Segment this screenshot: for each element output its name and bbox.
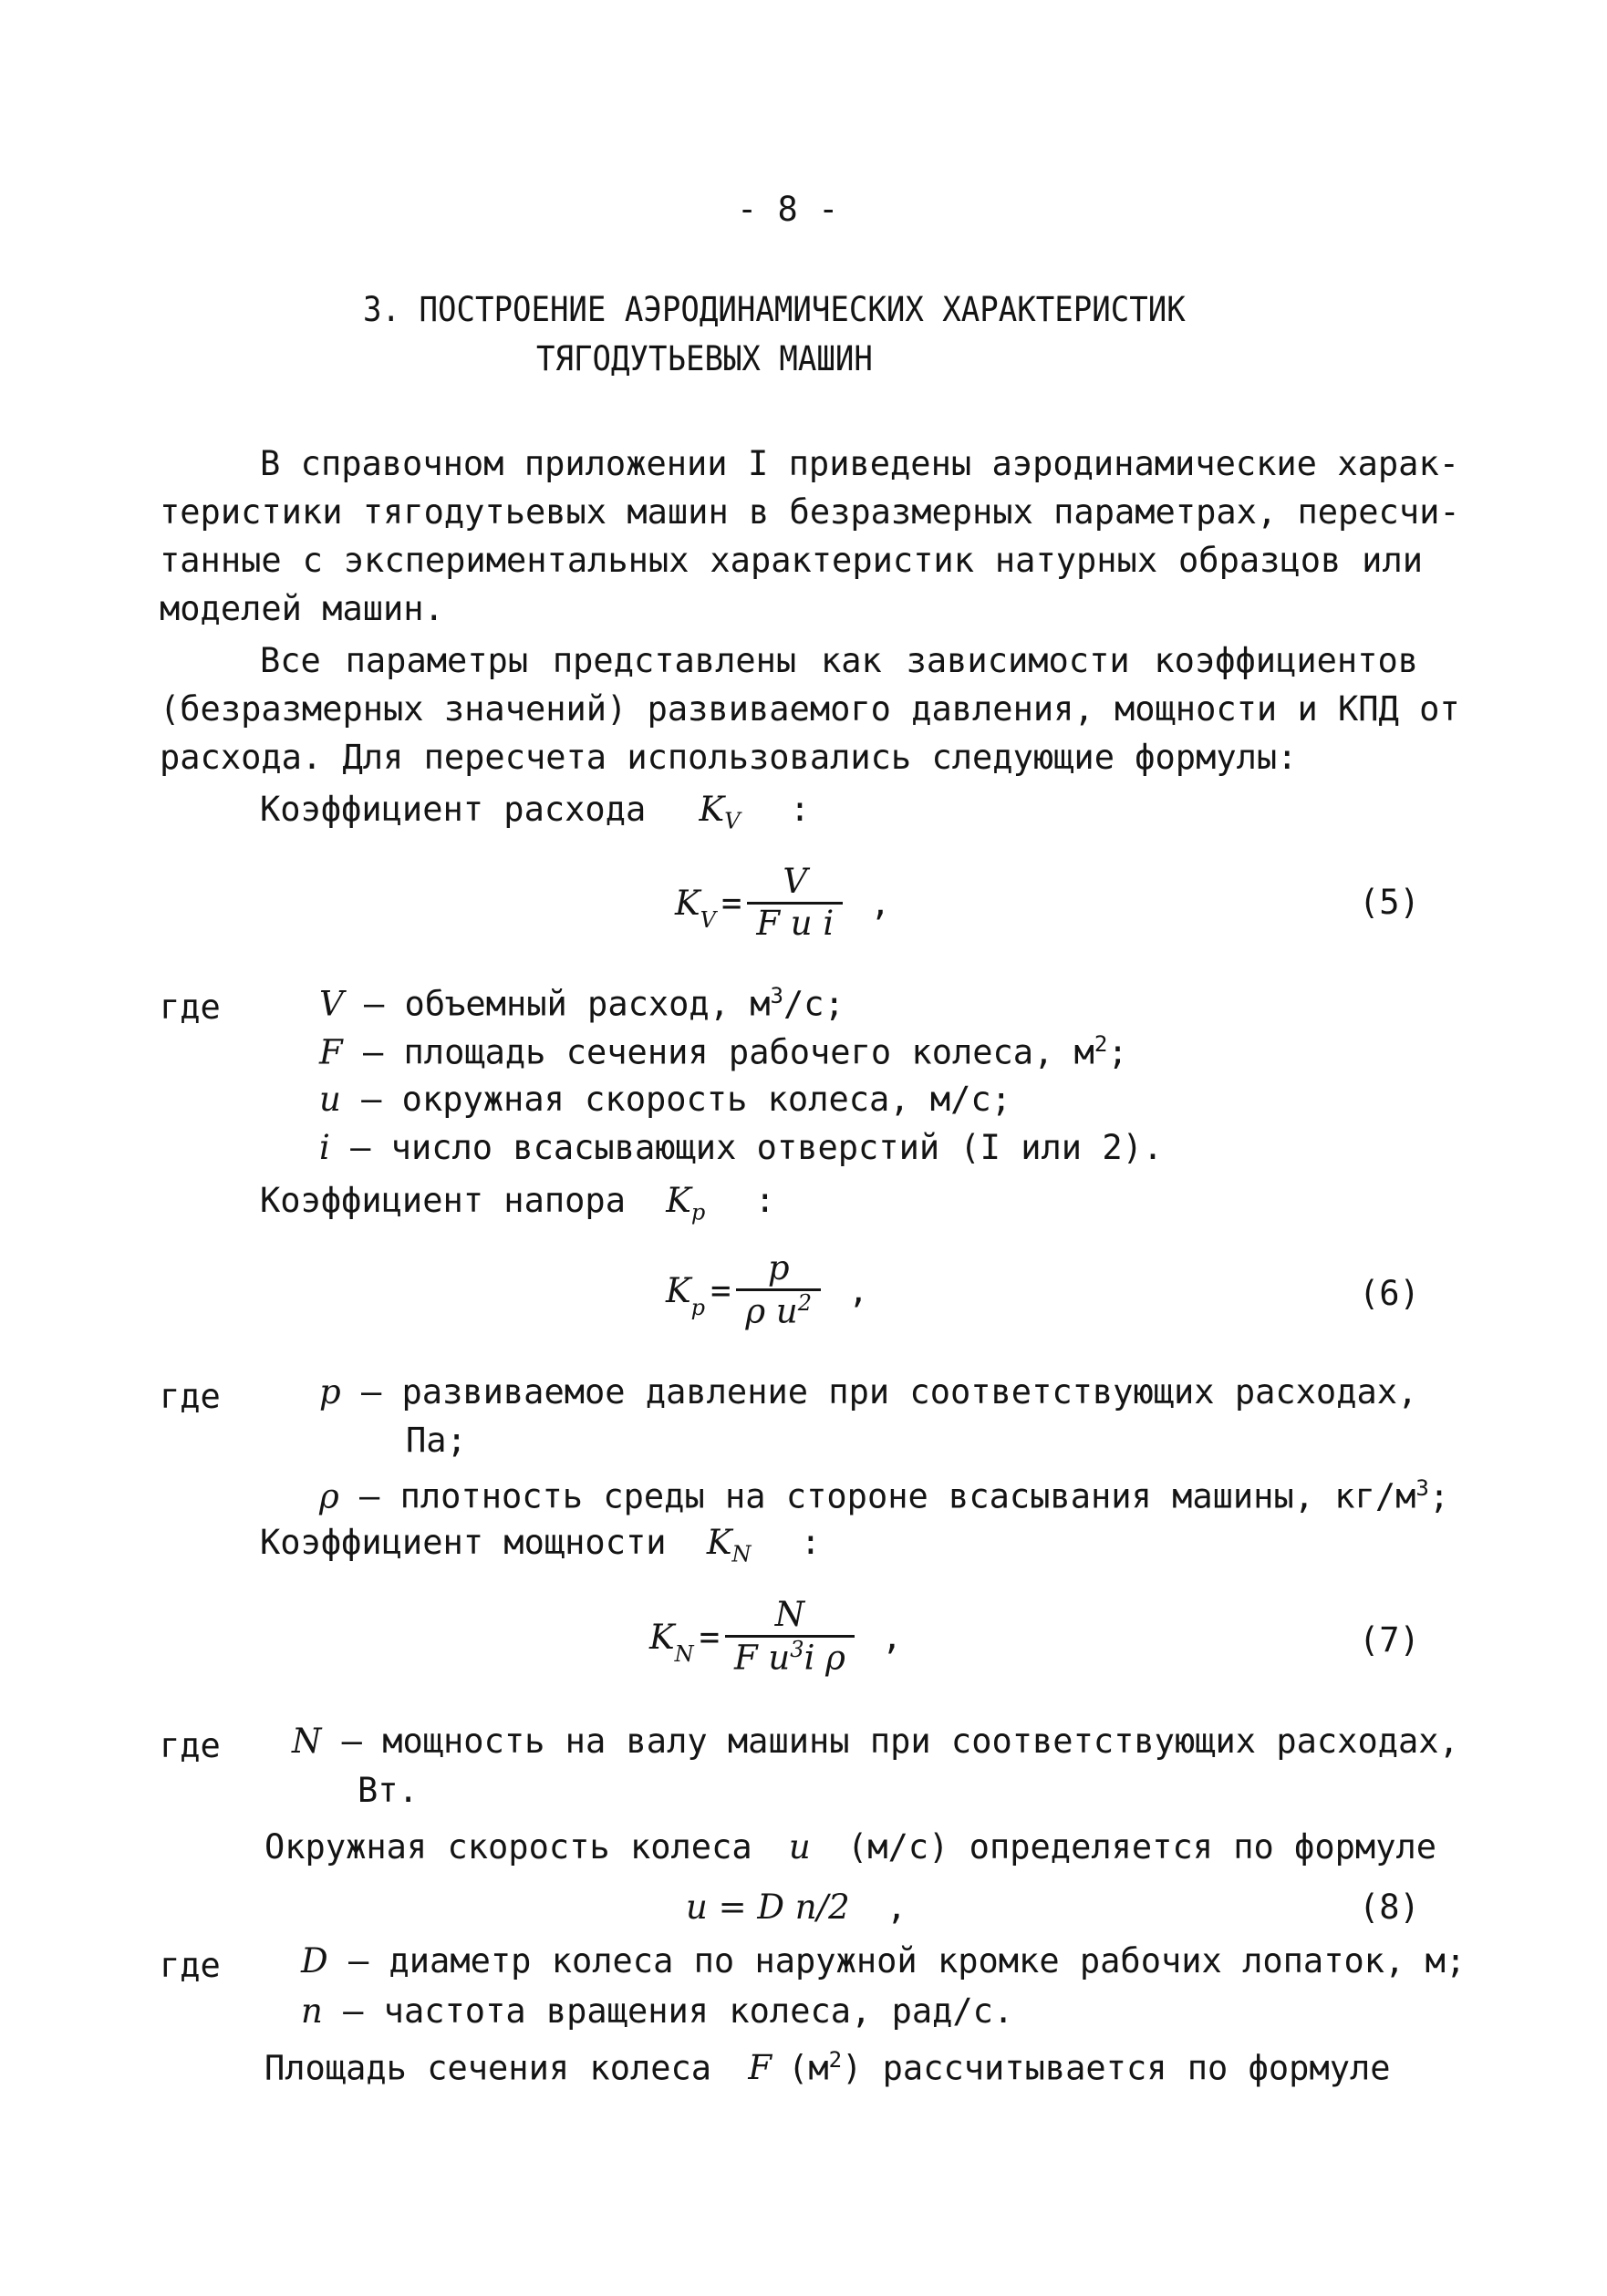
where1-text-0: – объемный расход, м xyxy=(343,984,771,1024)
where3-text: – мощность на валу машины при соответствующих расходах, xyxy=(321,1722,1459,1761)
area-pre: Площадь сечения колеса xyxy=(264,2048,712,2088)
eq5-numerator: V xyxy=(747,863,843,905)
where2-p-text: – развиваемое давление при соответствующих расходах, xyxy=(340,1372,1418,1412)
where1-item-3 xyxy=(319,1128,1163,1167)
page-number: - 8 - xyxy=(737,190,839,229)
area-post: ) рассчитывается по формуле xyxy=(842,2048,1391,2088)
coef-power-label: Коэффициент мощности xyxy=(260,1523,667,1562)
where1-sym-2: u xyxy=(319,1080,341,1119)
coef-power-sub: N xyxy=(731,1541,752,1567)
where4-gde: где xyxy=(160,1946,221,1985)
coef-power-colon: : xyxy=(800,1523,822,1562)
speed-sym: u xyxy=(788,1827,811,1867)
where1-item-0 xyxy=(319,983,845,1023)
para2-line2: (безразмерных значений) развиваемого давления, мощности и КПД от xyxy=(160,689,1460,729)
coef-flow-line xyxy=(260,790,810,833)
where1-sup-1: 2 xyxy=(1094,1031,1108,1057)
where4-item-1 xyxy=(301,1991,1013,2031)
eq6-denominator: ρ u xyxy=(745,1291,798,1331)
eq5-lhs-sub: V xyxy=(700,907,717,933)
where2-rho-line xyxy=(319,1475,1449,1515)
para2-line1: Все параметры представлены как зависимости коэффициентов xyxy=(260,641,1418,680)
eq7-numerator: N xyxy=(725,1596,855,1638)
equation-6 xyxy=(666,1240,868,1340)
where2-p-cont: Па; xyxy=(406,1421,467,1460)
coef-flow-sub: V xyxy=(724,808,741,834)
where1-tail-1: ; xyxy=(1107,1032,1128,1072)
where3-sym: N xyxy=(292,1722,322,1761)
where2-rho-sym: ρ xyxy=(319,1476,339,1516)
eq5-equals: = xyxy=(721,883,742,923)
speed-line xyxy=(264,1827,1436,1867)
equation-8 xyxy=(686,1887,907,1927)
eq8-comma: , xyxy=(886,1887,907,1927)
where1-sym-1: F xyxy=(319,1032,343,1072)
where3-cont: Вт. xyxy=(358,1771,419,1810)
where1-text-3: – число всасывающих отверстий (I или 2). xyxy=(329,1128,1164,1167)
coef-head-colon: : xyxy=(754,1181,775,1220)
where4-sym-1: n xyxy=(301,1991,323,2031)
coef-flow-colon: : xyxy=(789,790,811,829)
area-line xyxy=(264,2047,1391,2087)
where4-text-1: – частота вращения колеса, рад/с. xyxy=(322,1991,1014,2031)
eq6-denominator-wrap xyxy=(736,1291,821,1331)
eq5-denominator: F u i xyxy=(756,903,835,943)
eq6-den-sup: 2 xyxy=(797,1289,812,1316)
coef-flow-label: Коэффициент расхода xyxy=(260,790,647,829)
where1-sym-3: i xyxy=(319,1128,330,1167)
eq7-lhs: K xyxy=(649,1617,675,1657)
where2-p-sym: p xyxy=(319,1372,341,1412)
eq7-equals: = xyxy=(699,1617,720,1657)
where1-item-2 xyxy=(319,1080,1011,1119)
where1-text-1: – площадь сечения рабочего колеса, м xyxy=(342,1032,1094,1072)
coef-flow-symbol: K xyxy=(699,790,725,829)
where2-rho-tail: ; xyxy=(1428,1476,1450,1516)
para1-line1: В справочном приложении I приведены аэродинамические харак- xyxy=(260,444,1459,483)
para1-line4: моделей машин. xyxy=(160,589,444,628)
equation-7 xyxy=(649,1587,902,1687)
equation-5 xyxy=(675,853,890,953)
where2-p-line xyxy=(319,1372,1417,1412)
where1-sym-0: V xyxy=(319,984,344,1024)
para2-line3: расхода. Для пересчета использовались следующие формулы: xyxy=(160,738,1298,777)
eq6-comma: , xyxy=(848,1270,869,1310)
eq7-den-b: i ρ xyxy=(804,1638,845,1678)
coef-power-line xyxy=(260,1523,821,1567)
where1-item-1 xyxy=(319,1031,1128,1071)
coef-head-line xyxy=(260,1181,775,1225)
eq7-lhs-sub: N xyxy=(674,1641,694,1667)
eq7-fraction xyxy=(725,1596,855,1677)
where1-text-2: – окружная скорость колеса, м/с; xyxy=(340,1080,1011,1119)
eq6-fraction xyxy=(736,1249,821,1330)
eq7-den-sup: 3 xyxy=(790,1636,804,1662)
coef-head-symbol: K xyxy=(666,1181,691,1220)
eq6-lhs: K xyxy=(666,1270,691,1310)
eq7-denominator-wrap xyxy=(725,1638,855,1678)
eq7-number: (7) xyxy=(1359,1620,1420,1660)
area-unit-pre: (м xyxy=(788,2048,829,2088)
where4-sym-0: D xyxy=(301,1941,328,1981)
where1-sup-0: 3 xyxy=(770,983,784,1008)
where4-text-0: – диаметр колеса по наружной кромке рабочих лопаток, м; xyxy=(327,1941,1467,1981)
where3-line xyxy=(292,1722,1459,1761)
area-unit-sup: 2 xyxy=(828,2047,843,2073)
para1-line3: танные с экспериментальных характеристик натурных образцов или xyxy=(160,541,1423,580)
eq7-den-a: F u xyxy=(733,1638,791,1678)
eq8-number: (8) xyxy=(1359,1887,1420,1927)
section-heading-line1: 3. ПОСТРОЕНИЕ АЭРОДИНАМИЧЕСКИХ ХАРАКТЕРИСТИК xyxy=(363,290,1186,329)
where2-rho-sup: 3 xyxy=(1415,1475,1429,1501)
eq5-fraction xyxy=(747,863,843,943)
where2-rho-text: – плотность среды на стороне всасывания машины, кг/м xyxy=(338,1476,1416,1516)
coef-head-sub: p xyxy=(690,1199,706,1226)
area-sym: F xyxy=(748,2048,772,2088)
speed-pre: Окружная скорость колеса xyxy=(264,1827,752,1867)
coef-power-symbol: K xyxy=(706,1523,732,1562)
eq5-number: (5) xyxy=(1359,883,1420,922)
eq6-numerator: p xyxy=(736,1249,821,1291)
eq8-expr: u = D n/2 xyxy=(686,1887,850,1927)
where1-gde: где xyxy=(160,988,221,1027)
eq5-comma: , xyxy=(870,883,891,923)
where2-gde: где xyxy=(160,1377,221,1416)
coef-head-label: Коэффициент напора xyxy=(260,1181,626,1220)
section-heading-line2: ТЯГОДУТЬЕВЫХ МАШИН xyxy=(536,339,873,378)
where4-item-0 xyxy=(301,1941,1466,1981)
para1-line2: теристики тягодутьевых машин в безразмерных параметрах, пересчи- xyxy=(160,492,1460,532)
eq6-lhs-sub: p xyxy=(690,1295,706,1320)
where1-tail-0: /с; xyxy=(783,984,845,1024)
speed-post: (м/с) определяется по формуле xyxy=(847,1827,1437,1867)
eq7-comma: , xyxy=(881,1617,903,1657)
eq6-equals: = xyxy=(710,1270,731,1310)
eq5-lhs: K xyxy=(675,883,700,923)
eq6-number: (6) xyxy=(1359,1274,1420,1313)
where3-gde: где xyxy=(160,1726,221,1765)
